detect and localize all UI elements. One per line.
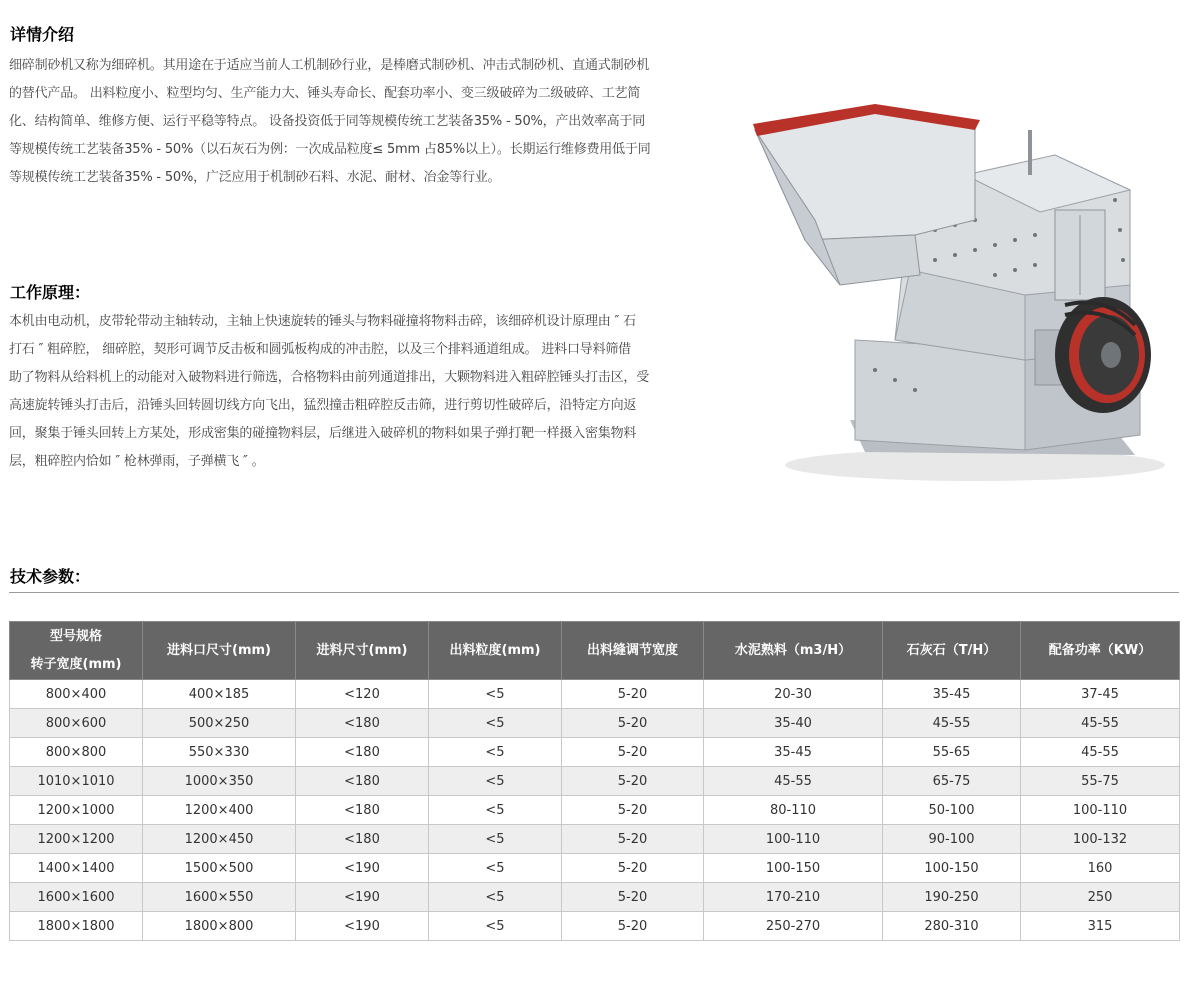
table-cell: 1000×350 [143, 767, 296, 796]
table-cell: 45-55 [1021, 709, 1180, 738]
table-cell: <5 [429, 796, 562, 825]
table-cell: 35-40 [704, 709, 883, 738]
table-cell: 37-45 [1021, 680, 1180, 709]
table-cell: <5 [429, 854, 562, 883]
table-cell: 5-20 [562, 912, 704, 941]
table-cell: 1500×500 [143, 854, 296, 883]
details-paragraph [9, 52, 713, 192]
table-cell: <180 [296, 709, 429, 738]
table-cell: 1600×1600 [10, 883, 143, 912]
details-line: 的替代产品。 出料粒度小、粒型均匀、生产能力大、锤头寿命长、配套功率小、变三级破碎为二级破碎、工艺简 [9, 86, 641, 101]
header-model [10, 622, 143, 680]
table-cell: 100-110 [704, 825, 883, 854]
header-limestone: 石灰石（T/H） [883, 622, 1021, 680]
table-cell: 5-20 [562, 825, 704, 854]
table-cell: 45-55 [883, 709, 1021, 738]
table-cell: <180 [296, 825, 429, 854]
table-cell: 800×600 [10, 709, 143, 738]
details-line: 等规模传统工艺装备35% - 50%，广泛应用于机制砂石料、水泥、耐材、冶金等行业。 [9, 170, 501, 185]
table-cell: 190-250 [883, 883, 1021, 912]
principle-line: 助了物料从给料机上的动能对入破物料进行筛选，合格物料由前列通道排出，大颗物料进入粗碎腔锤头打击区，受 [9, 370, 650, 385]
table-cell: 5-20 [562, 738, 704, 767]
table-row [10, 680, 1180, 709]
params-heading: 技术参数： [10, 567, 91, 586]
table-cell: 5-20 [562, 680, 704, 709]
table-cell: 100-132 [1021, 825, 1180, 854]
table-cell: 65-75 [883, 767, 1021, 796]
table-cell: <180 [296, 796, 429, 825]
table-cell: 20-30 [704, 680, 883, 709]
principle-line: 高速旋转锤头打击后，沿锤头回转圆切线方向飞出，猛烈撞击粗碎腔反击筛，进行剪切性破碎后，沿特定方向返 [9, 398, 637, 413]
table-cell: 250-270 [704, 912, 883, 941]
header-output-size: 出料粒度(mm) [429, 622, 562, 680]
tech-params-table [9, 621, 1180, 941]
table-cell: <5 [429, 738, 562, 767]
table-cell: 160 [1021, 854, 1180, 883]
principle-line: 层，粗碎腔内恰如 ″ 枪林弹雨，子弹横飞 ″ 。 [9, 454, 265, 469]
table-cell: <180 [296, 767, 429, 796]
header-cell-text: 型号规格 [49, 628, 102, 644]
principle-line: 打石 ″ 粗碎腔， 细碎腔，契形可调节反击板和圆弧板构成的冲击腔，以及三个排料通道组成。 进料口导料筛借 [9, 342, 631, 357]
table-cell: 100-150 [704, 854, 883, 883]
table-cell: 315 [1021, 912, 1180, 941]
table-cell: 500×250 [143, 709, 296, 738]
table-cell: 400×185 [143, 680, 296, 709]
table-row [10, 767, 1180, 796]
table-cell: 1200×400 [143, 796, 296, 825]
table-cell: 45-55 [1021, 738, 1180, 767]
table-cell: 800×400 [10, 680, 143, 709]
table-row [10, 796, 1180, 825]
table-row [10, 912, 1180, 941]
table-row [10, 883, 1180, 912]
table-cell: <190 [296, 854, 429, 883]
table-cell: 1800×1800 [10, 912, 143, 941]
header-cell-text: 转子宽度(mm) [30, 656, 122, 672]
table-cell: 45-55 [704, 767, 883, 796]
details-line: 细碎制砂机又称为细碎机。其用途在于适应当前人工机制砂行业，是棒磨式制砂机、冲击式制砂机、直通式制砂机 [9, 58, 650, 73]
details-line: 化、结构简单、维修方便、运行平稳等特点。 设备投资低于同等规模传统工艺装备35% - 50%，产出效率高于同 [9, 114, 646, 129]
table-cell: 5-20 [562, 709, 704, 738]
table-cell: 50-100 [883, 796, 1021, 825]
table-cell: <5 [429, 680, 562, 709]
principle-heading: 工作原理： [10, 283, 91, 302]
table-cell: 5-20 [562, 767, 704, 796]
principle-line: 回，聚集于锤头回转上方某处，形成密集的碰撞物料层，后继进入破碎机的物料如果子弹打靶一样摄入密集物料 [9, 426, 637, 441]
header-clinker: 水泥熟料（m3/H） [704, 622, 883, 680]
table-cell: 80-110 [704, 796, 883, 825]
table-cell: <5 [429, 825, 562, 854]
principle-paragraph [9, 308, 713, 476]
table-cell: <190 [296, 883, 429, 912]
table-cell: <5 [429, 912, 562, 941]
table-row [10, 709, 1180, 738]
crusher-machine-photo [735, 100, 1180, 495]
details-heading: 详情介绍 [10, 25, 75, 44]
table-cell: 5-20 [562, 883, 704, 912]
table-cell: 1200×1200 [10, 825, 143, 854]
table-cell: 35-45 [704, 738, 883, 767]
table-cell: 1600×550 [143, 883, 296, 912]
table-header-row [10, 622, 1180, 680]
table-cell: 800×800 [10, 738, 143, 767]
table-cell: 5-20 [562, 854, 704, 883]
table-cell: 1400×1400 [10, 854, 143, 883]
principle-line: 本机由电动机，皮带轮带动主轴转动，主轴上快速旋转的锤头与物料碰撞将物料击碎，该细碎机设计原理由 ″ 石 [9, 314, 636, 329]
table-cell: 5-20 [562, 796, 704, 825]
table-cell: 280-310 [883, 912, 1021, 941]
table-cell: 1200×450 [143, 825, 296, 854]
section-divider [9, 592, 1179, 593]
table-cell: <5 [429, 709, 562, 738]
table-cell: 1200×1000 [10, 796, 143, 825]
header-gap-width: 出料缝调节宽度 [562, 622, 704, 680]
table-cell: 55-65 [883, 738, 1021, 767]
table-cell: <120 [296, 680, 429, 709]
header-feed-opening: 进料口尺寸(mm) [143, 622, 296, 680]
table-cell: <5 [429, 883, 562, 912]
table-cell: 100-150 [883, 854, 1021, 883]
table-cell: <190 [296, 912, 429, 941]
table-cell: 1800×800 [143, 912, 296, 941]
table-cell: 100-110 [1021, 796, 1180, 825]
table-cell: <180 [296, 738, 429, 767]
table-row [10, 738, 1180, 767]
table-cell: 170-210 [704, 883, 883, 912]
header-feed-size: 进料尺寸(mm) [296, 622, 429, 680]
table-cell: 35-45 [883, 680, 1021, 709]
table-cell: 250 [1021, 883, 1180, 912]
table-cell: 550×330 [143, 738, 296, 767]
table-cell: <5 [429, 767, 562, 796]
table-cell: 1010×1010 [10, 767, 143, 796]
details-line: 等规模传统工艺装备35% - 50%（以石灰石为例：一次成品粒度≤ 5mm 占85%以上）。长期运行维修费用低于同 [9, 142, 651, 157]
table-cell: 55-75 [1021, 767, 1180, 796]
table-row [10, 854, 1180, 883]
table-row [10, 825, 1180, 854]
header-power: 配备功率（KW） [1021, 622, 1180, 680]
table-cell: 90-100 [883, 825, 1021, 854]
